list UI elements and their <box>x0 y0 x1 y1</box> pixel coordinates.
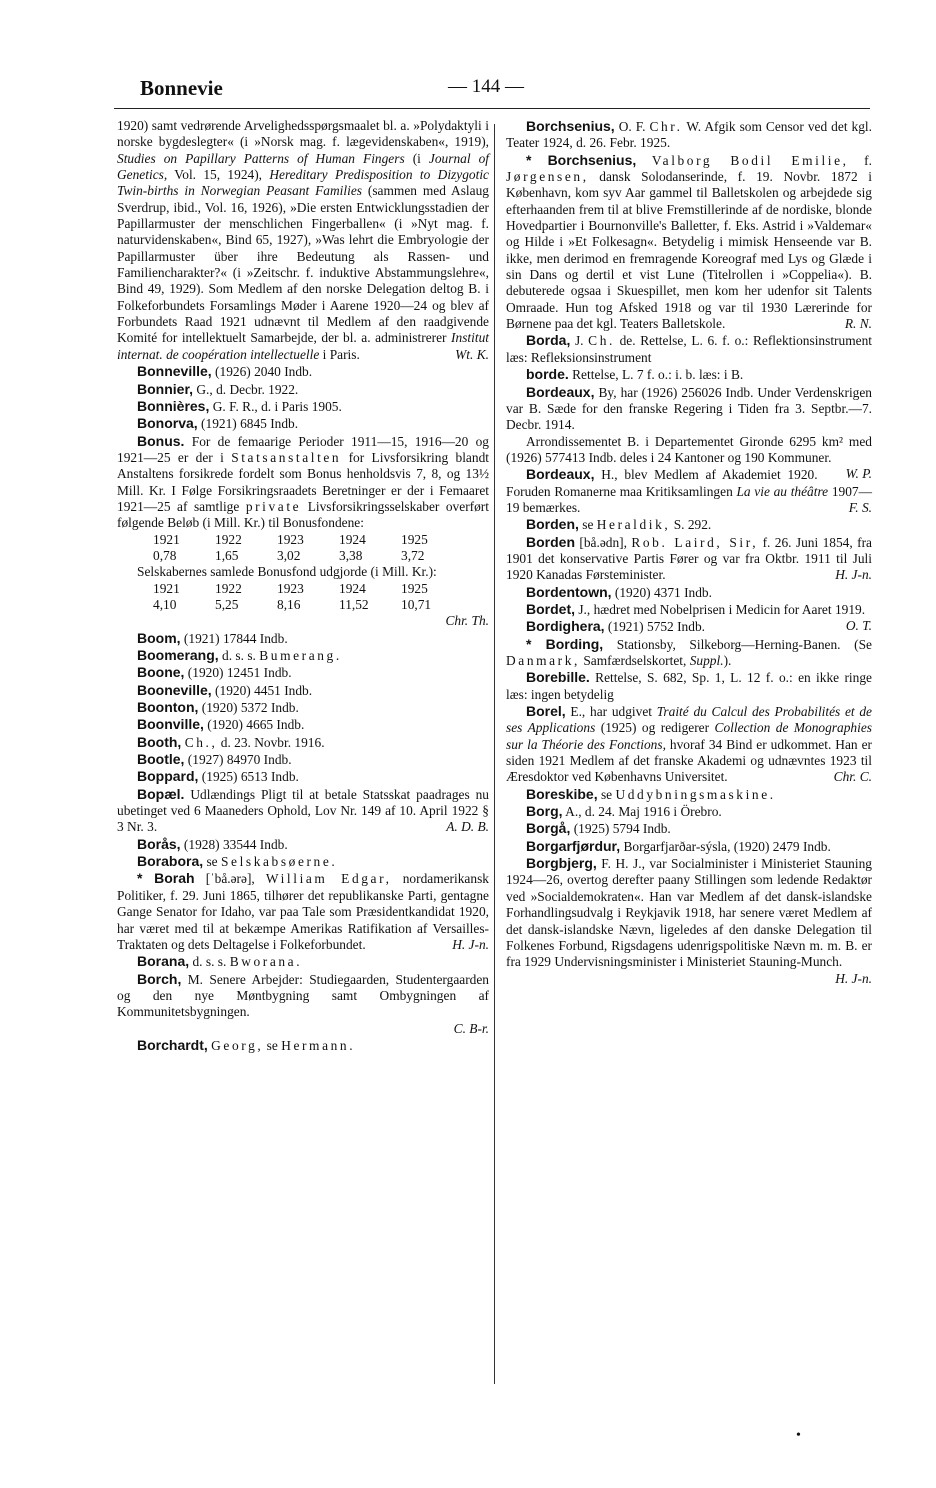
author-signature: Chr. Th. <box>445 613 489 629</box>
table-row: 4,10 5,25 8,16 11,52 10,71 <box>153 596 432 612</box>
entry-boone: Boone, (1920) 12451 Indb. <box>137 664 292 681</box>
entry-borel: Borel, E., har udgivet Traité du Calcul des Probabilités et de ses Applications (1925) og redigerer Collection de Monographies sur la Théorie des Fonctions, hvoraf 34 Bind er udkommet. Han er siden 1921 Medlem af det franske Akademi og udnævntes 1923 til Æresdoktor ved Københavns Universitet. Chr. C. <box>506 703 873 785</box>
entry-bonnier: Bonnier, G., d. Decbr. 1922. <box>137 380 299 397</box>
running-head: Bonnevie <box>140 76 223 100</box>
author-signature: Chr. C. <box>833 769 872 785</box>
entry-bopael: Bopæl. Udlændings Pligt til at betale Statsskat paadrages nu ubetinget ved 6 Maaneders Ophold, Lov Nr. 149 af 10. April 1922 § 3 Nr. 3. A. D. B. <box>117 785 489 835</box>
author-signature: W. P. <box>845 466 872 482</box>
table-row: 1921 1922 1923 1924 1925 <box>153 531 428 547</box>
entry-borgbjerg: Borgbjerg, F. H. J., var Socialminister i Ministeriet Stauning 1924—26, overtog derefter paany Stillingen som ledende Redaktør ved »Socialdemokraten«. Han var Medlem af det dansk-islandske Forhandlingsudvalg i Reykjavik 1918, har senere været Medlem af det dansk-islandske Nævn, ligeledes af den danske Delegation til Folkenes Forbund, Rigsdagens udenrigspolitiske Nævn m. m. B. er fra 1929 Undervisningsminister i Ministeriet Stauning-Munch. H. J-n. <box>506 855 872 986</box>
entry-boreskibe: Boreskibe, se Uddybningsmaskine. <box>526 785 774 802</box>
entry-boras: Borås, (1928) 33544 Indb. <box>137 835 288 852</box>
entry-bonnieres: Bonnières, G. F. R., d. i Paris 1905. <box>137 397 342 414</box>
left-column <box>117 118 489 1054</box>
entry-boomerang: Boomerang, d. s. s. Bumerang. <box>137 647 340 663</box>
author-signature: Wt. K. <box>455 346 489 362</box>
page-number: — 144 — <box>448 76 524 97</box>
entry-borah: * Borah [ˈbå.ərə], William Edgar, nordamerikansk Politiker, f. 29. Juni 1865, tilhører det republikanske Parti, gentagne Gange Senator for Idaho, var paa Tale som Præsidentkandidat 1920, har været med til at bekæmpe Amerikas Ratifikation af Versailles-Traktaten og dets Deltagelse i Folkeforbundet. H. J-n. <box>117 870 489 952</box>
entry-borchsenius-of: Borchsenius, O. F. Chr. W. Afgik som Censor ved det kgl. Teater 1924, d. 26. Febr. 1925. <box>506 118 872 151</box>
author-signature: H. J-n. <box>835 567 872 583</box>
table-row: 0,78 1,65 3,02 3,38 3,72 <box>153 547 425 563</box>
entry-borga: Borgå, (1925) 5794 Indb. <box>526 820 671 837</box>
entry-boom: Boom, (1921) 17844 Indb. <box>137 629 288 646</box>
entry-borden: Borden [bå.ədn], Rob. Laird, Sir, f. 26. Juni 1854, fra 1901 det konservative Partis Fører og var fra Oktbr. 1911 til Juli 1920 Kanadas Førsteminister. H. J-n. <box>506 533 872 583</box>
entry-bonnevie-continued: 1920) samt vedrørende Arvelighedsspørgsmaalet bl. a. »Polydaktyli i norske bygdeslegter« (i »Norsk mag. f. lægevidenskaben«, 1919), Studies on Papillary Patterns of Human Fingers (i Journal of Genetics, Vol. 15, 1924), Hereditary Predisposition to Dizygotic Twin-births in Norwegian Peasant Families (sammen med Aslaug Sverdrup, ibid., Vol. 16, 1926), »Die ersten Entwicklungsstadien der Papillarmuster der menschlichen Fingerballen« (i »Nyt mag. f. naturvidenskaben«, Bind 65, 1927), »Was lehrt die Embryologie der Papillarmuster über ihre Bedeutung als Rassen- und Familiencharakter?« (i »Zeitschr. f. induktive Abstammungslehre«, Bind 49, 1929). Som Medlem af den norske Delegation deltog B. i Folkeforbundets Forsamlings Møder i Aarene 1920—24 og blev af Forbundets Raad 1921 udnævnt til Medlem af den raadgivende Komité for intellektuelt Samarbejde, der bl. a. administrerer Institut internat. de coopération intellectuelle i Paris. Wt. K. <box>117 118 490 362</box>
entry-bonorva: Bonorva, (1921) 6845 Indb. <box>137 415 299 432</box>
entry-boppard: Boppard, (1925) 6513 Indb. <box>137 768 299 785</box>
entry-borda: Borda, J. Ch. de. Rettelse, L. 6. f. o.: Reflektionsinstrument læs: Refleksionsinstrument <box>506 332 872 365</box>
author-signature: F. S. <box>848 499 872 515</box>
page-mark: • <box>796 1428 801 1443</box>
author-signature: H. J-n. <box>835 970 872 986</box>
entry-bordentown: Bordentown, (1920) 4371 Indb. <box>526 583 712 600</box>
entry-booneville: Booneville, (1920) 4451 Indb. <box>137 681 313 698</box>
entry-borebille: Borebille. Rettelse, S. 682, Sp. 1, L. 12 f. o.: en ikke ringe læs: ingen betydelig <box>506 669 872 702</box>
table-row: 1921 1922 1923 1924 1925 <box>153 580 428 596</box>
entry-borana: Borana, d. s. s. Bworana. <box>137 953 300 970</box>
entry-bootle: Bootle, (1927) 84970 Indb. <box>137 751 292 768</box>
entry-borabora: Borabora, se Selskabsøerne. <box>137 853 335 870</box>
entry-boonton: Boonton, (1920) 5372 Indb. <box>137 699 299 716</box>
entry-borde: borde. Rettelse, L. 7 f. o.: i. b. læs: i B. <box>526 366 744 383</box>
author-signature: H. J-n. <box>452 936 489 952</box>
entry-booth: Booth, Ch., d. 23. Novbr. 1916. <box>137 733 325 750</box>
header-rule <box>114 108 870 109</box>
right-column <box>506 118 872 987</box>
entry-boonville: Boonville, (1920) 4665 Indb. <box>137 716 305 733</box>
entry-bording: * Bording, Stationsby, Silkeborg—Herning-Banen. (Se Danmark, Samfærdselskortet, Suppl.). <box>506 635 872 668</box>
author-signature: O. T. <box>845 618 872 634</box>
entry-borchsenius-valborg: * Borchsenius, Valborg Bodil Emilie, f. Jørgensen, dansk Solodanserinde, f. 19. Novbr. 1872 i København, kom syv Aar gammel til Balletskolen og arbejdede sig efterhaanden frem til at blive Fremstillerinde af de nordiske, blonde Hovedpartier i Bournonville's Balletter, f. Eks. Astrid i »Valdemar« og Hilde i »Et Folkesagn«. Betydelig i mimisk Henseende var B. ikke, men derimod en fremragende Koreograf med Lys og Glæde i sin Dans og dertil et vist Lune (Titelrollen i »Coppelia«). B. debuterede ogsaa i Skuespillet, men kom her udenfor sit Talents Omraade. Hun tog Afsked 1918 og var til 1930 Lærerinde for Børnene paa det kgl. Teaters Balletskole. R. N. <box>506 151 872 332</box>
entry-bonneville: Bonneville, (1926) 2040 Indb. <box>137 363 313 380</box>
column-divider <box>494 124 495 1384</box>
bonus-table-1 <box>153 532 463 565</box>
author-signature: A. D. B. <box>446 819 489 835</box>
bonus-table-2 <box>153 581 463 614</box>
bonus-fund-note: Selskabernes samlede Bonusfond udgjorde (i Mill. Kr.): <box>137 564 437 580</box>
entry-bordeaux-h: Bordeaux, H., blev Medlem af Akademiet 1920. Foruden Romanerne maa Kritiksamlingen La vie au théâtre 1907—19 bemærkes. F. S. <box>506 466 872 515</box>
author-signature: R. N. <box>844 316 872 332</box>
entry-bordeaux-city: Bordeaux, By, har (1926) 256026 Indb. Under Verdenskrigen var B. Sæde for den franske Regering i Tiden fra 3. Septbr.—7. Decbr. 1914. <box>506 383 872 433</box>
entry-borden-ref: Borden, se Heraldik, S. 292. <box>526 516 712 533</box>
author-signature: C. B-r. <box>453 1020 489 1036</box>
entry-bonus: Bonus. For de femaarige Perioder 1911—15, 1916—20 og 1921—25 er der i Statsanstalten for Livsforsikring blandt Anstaltens forsikrede fordelt som Bonus henholdsvis 7, 8, og 13½ Mill. Kr. I Følge Forsikringsraadets Beretninger er der i Femaaret 1921—25 af samtlige private Livsforsikringsselskaber overført følgende Beløb (i Mill. Kr.) til Bonusfondene: <box>117 432 489 531</box>
entry-borg: Borg, A., d. 24. Maj 1916 i Örebro. <box>526 803 722 820</box>
entry-bordeaux-arrondissement: Arrondissementet B. i Departementet Gironde 6295 km² med (1926) 577413 Indb. deles i 24 Kantoner og 190 Kommuner. W. P. <box>506 433 872 482</box>
entry-bordet: Bordet, J., hædret med Nobelprisen i Medicin for Aaret 1919. O. T. <box>526 600 872 634</box>
entry-borch: Borch, M. Senere Arbejder: Studiegaarden, Studentergaarden og den nye Møntbygning samt Ombygningen af Kommunitetsbygningen. <box>117 970 489 1020</box>
entry-borchardt: Borchardt, Georg, se Hermann. <box>137 1036 353 1053</box>
entry-borgarfjordur: Borgarfjørdur, Borgarfjarðar-sýsla, (1920) 2479 Indb. <box>526 837 831 854</box>
entry-bordighera: Bordighera, (1921) 5752 Indb. <box>526 618 705 635</box>
